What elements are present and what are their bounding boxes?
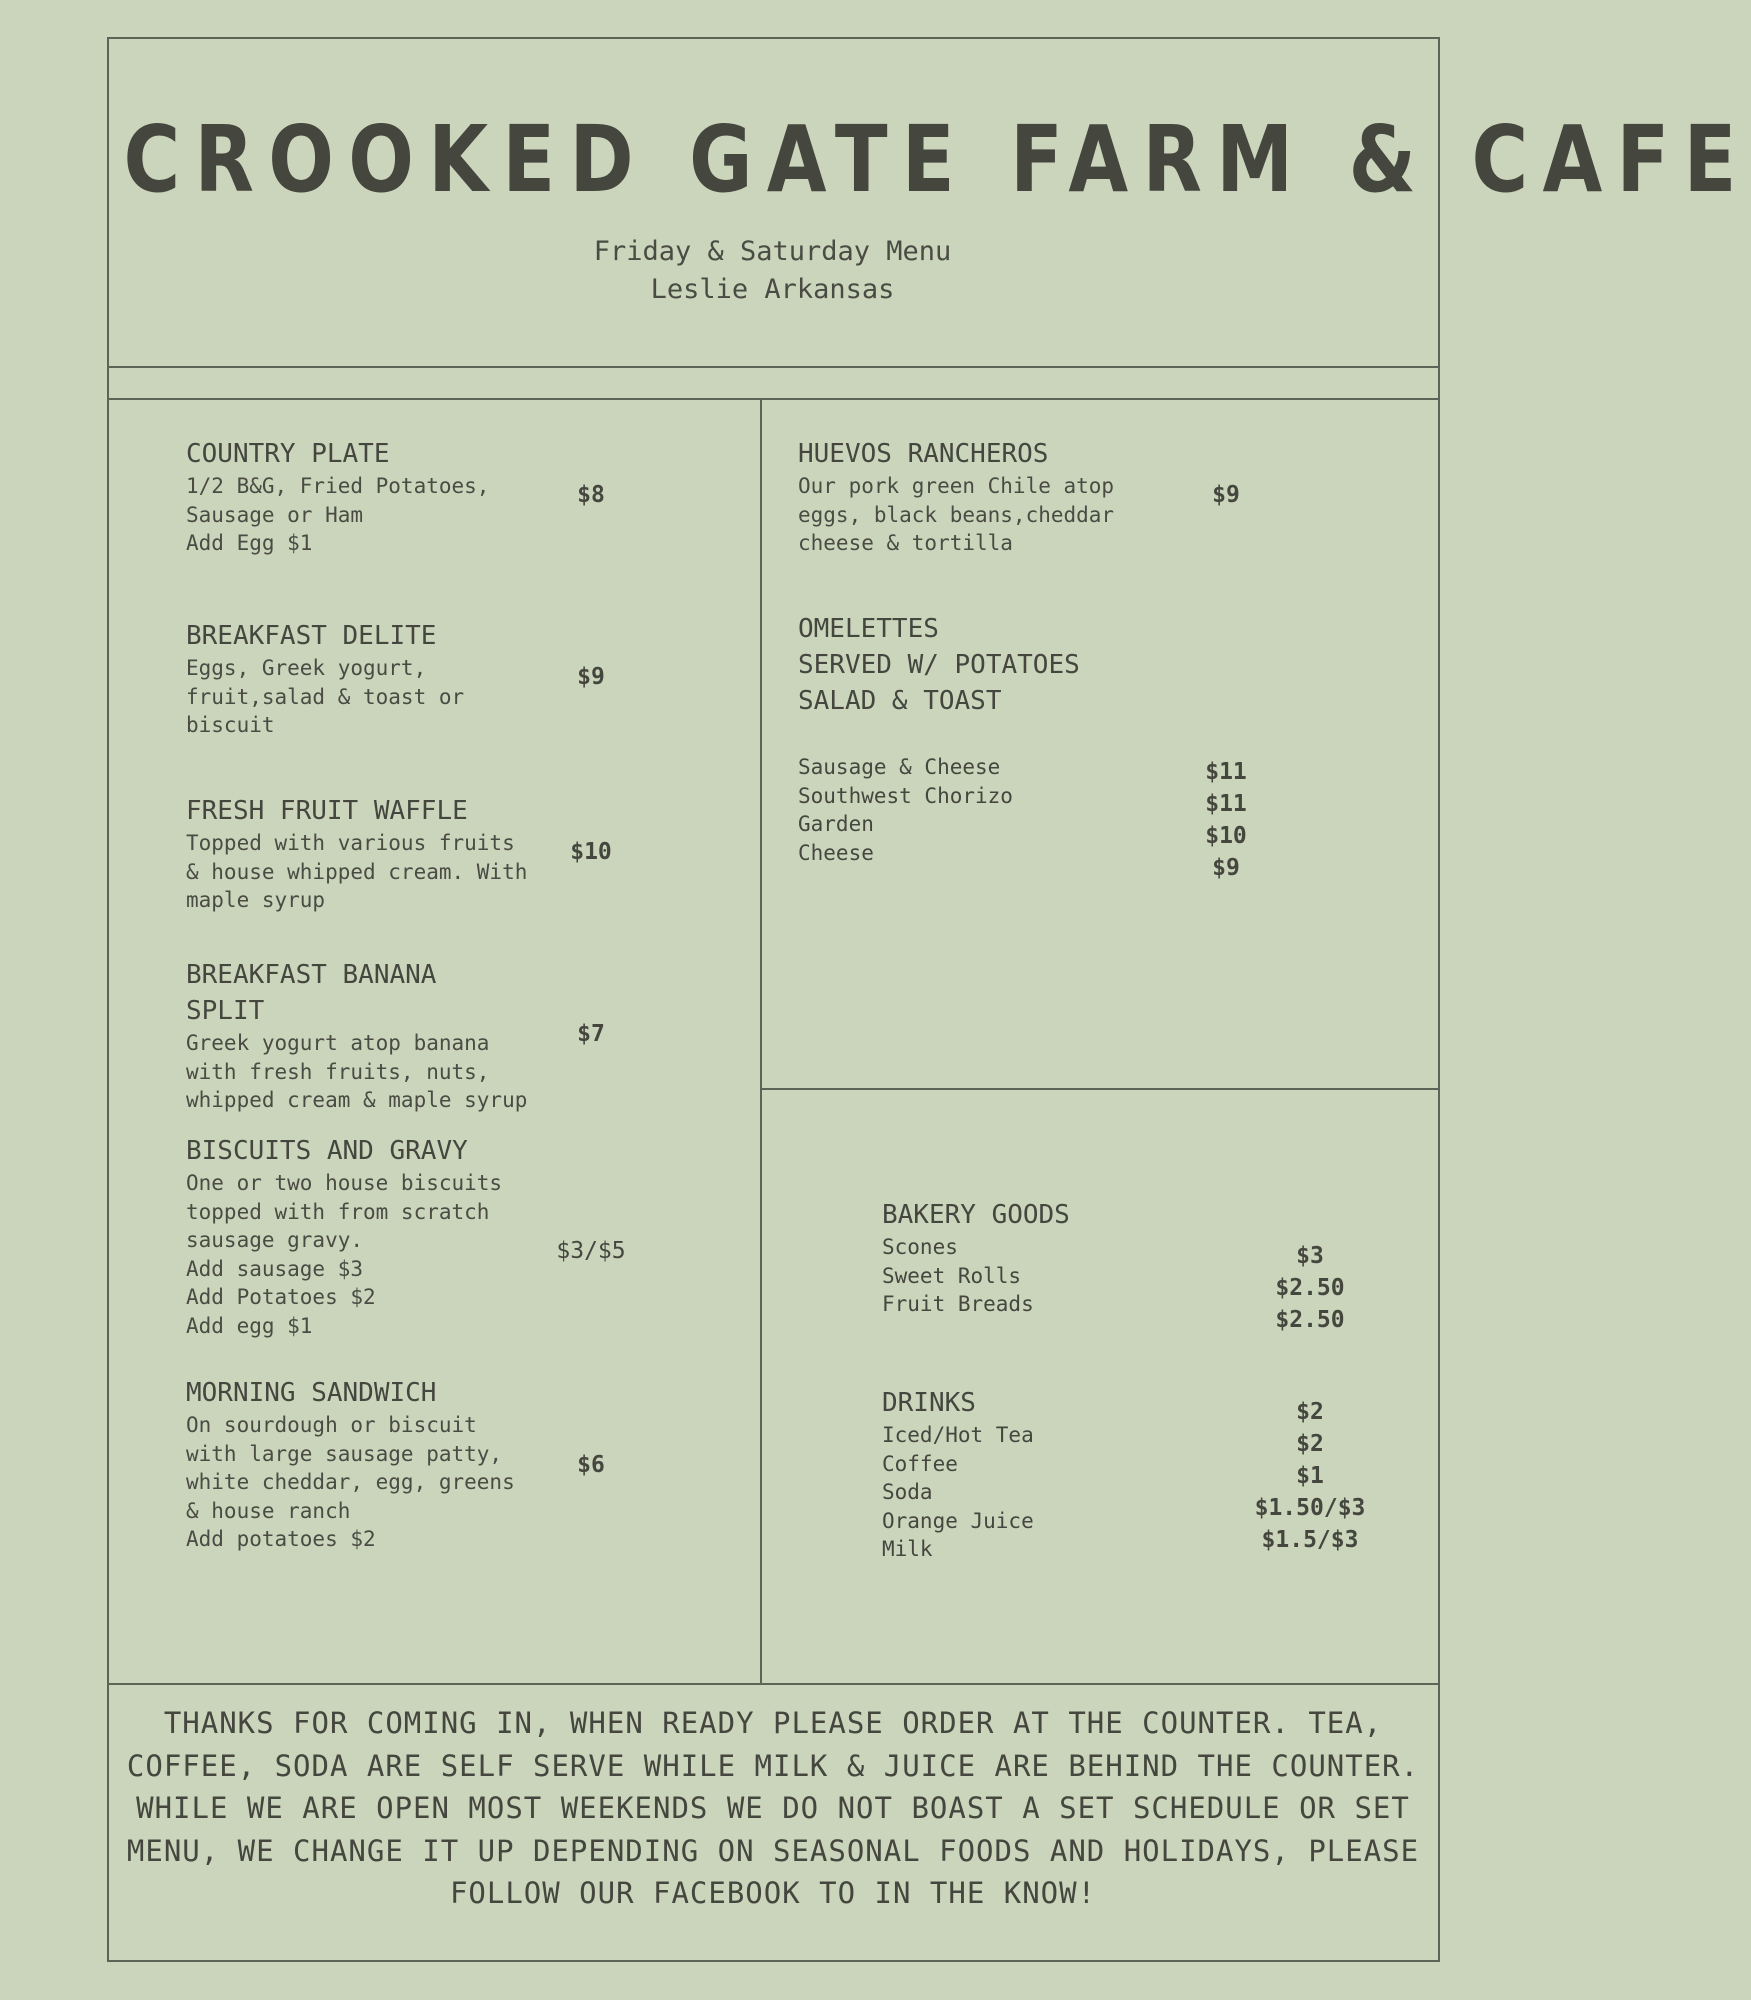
item-name: FRESH FRUIT WAFFLE — [186, 796, 468, 826]
item-description: Greek yogurt atop banana with fresh fruits, nuts, whipped cream & maple syrup — [186, 1031, 528, 1112]
item-price: $9 — [577, 664, 605, 690]
item-price: $10 — [1205, 823, 1247, 849]
list-item: Sausage & Cheese — [798, 755, 1001, 779]
list-item: Iced/Hot Tea — [882, 1423, 1034, 1447]
omelette-list — [798, 753, 1158, 867]
item-price: $11 — [1205, 759, 1247, 785]
menu-days: Friday & Saturday Menu — [593, 236, 952, 267]
header-divider-bottom — [107, 398, 1440, 400]
item-name: MORNING SANDWICH — [186, 1378, 437, 1408]
item-price: $3 — [1296, 1243, 1324, 1269]
bakery-prices — [1220, 1240, 1400, 1336]
item-name: COUNTRY PLATE — [186, 439, 390, 469]
list-item: Southwest Chorizo — [798, 783, 1013, 808]
item-description: One or two house biscuits topped with from scratch sausage gravy. Add sausage $3 Add Potatoes $2 Add egg $1 — [186, 1171, 503, 1338]
footer-note: THANKS FOR COMING IN, WHEN READY PLEASE ORDER AT THE COUNTER. TEA, COFFEE, SODA ARE SELF SERVE WHILE MILK & JUICE ARE BEHIND THE COUNTER. WHILE WE ARE OPEN MOST WEEKENDS WE DO NOT BOAST A SET SCHEDULE OR SET MENU, WE CHANGE IT UP DEPENDING ON SEASONAL FOODS AND HOLIDAYS, PLEASE FOLLOW OUR FACEBOOK TO IN THE KNOW! — [126, 1706, 1420, 1910]
omelette-prices — [1136, 756, 1316, 884]
item-price: $2.50 — [1275, 1275, 1345, 1301]
item-price: $6 — [577, 1452, 605, 1478]
omelettes-section — [798, 611, 1218, 719]
omelettes-heading: OMELETTES SERVED W/ POTATOES SALAD & TOAST — [798, 614, 1080, 716]
item-price: $1.50/$3 — [1254, 1495, 1366, 1521]
item-description: 1/2 B&G, Fried Potatoes, Sausage or Ham Add Egg $1 — [186, 474, 490, 555]
item-description: Eggs, Greek yogurt, fruit,salad & toast or biscuit — [186, 656, 465, 737]
menu-item-morning-sandwich — [186, 1375, 566, 1554]
item-name: BISCUITS AND GRAVY — [186, 1136, 468, 1166]
item-description: On sourdough or biscuit with large sausage patty, white cheddar, egg, greens & house ranch Add potatoes $2 — [186, 1413, 515, 1551]
menu-item-biscuits-and-gravy — [186, 1133, 566, 1340]
drinks-prices — [1220, 1396, 1400, 1556]
list-item: Sweet Rolls — [882, 1263, 1022, 1288]
item-price: $10 — [570, 839, 612, 865]
bakery-heading: BAKERY GOODS — [882, 1200, 1070, 1230]
list-item: Soda — [882, 1480, 933, 1504]
item-price: $2.50 — [1275, 1307, 1345, 1333]
item-name: BREAKFAST DELITE — [186, 621, 437, 651]
item-name: HUEVOS RANCHEROS — [798, 439, 1049, 469]
item-price: $8 — [577, 482, 605, 508]
bakery-section — [882, 1197, 1242, 1319]
item-price: $9 — [1212, 482, 1240, 508]
item-price: $2 — [1296, 1431, 1324, 1457]
list-item: Cheese — [798, 840, 874, 865]
item-price: $1 — [1296, 1463, 1324, 1489]
list-item: Scones — [882, 1235, 958, 1259]
footer-divider — [107, 1683, 1440, 1685]
list-item: Garden — [798, 812, 874, 836]
column-divider — [760, 398, 762, 1683]
item-price: $7 — [577, 1021, 605, 1047]
list-item: Fruit Breads — [882, 1292, 1034, 1316]
menu-item-huevos-rancheros — [798, 436, 1178, 558]
right-column-divider — [760, 1088, 1440, 1090]
item-name: BREAKFAST BANANA SPLIT — [186, 960, 437, 1026]
menu-location: Leslie Arkansas — [650, 274, 895, 305]
item-price: $2 — [1296, 1399, 1324, 1425]
menu-item-breakfast-delite — [186, 618, 566, 740]
item-price: $9 — [1212, 855, 1240, 881]
menu-item-fresh-fruit-waffle — [186, 793, 566, 915]
item-price: $3/$5 — [556, 1238, 626, 1264]
header-divider-top — [107, 366, 1440, 368]
item-description: Our pork green Chile atop eggs, black beans,cheddar cheese & tortilla — [798, 474, 1115, 555]
menu-item-breakfast-banana-split — [186, 957, 566, 1115]
menu-item-country-plate — [186, 436, 566, 558]
drinks-heading: DRINKS — [882, 1388, 976, 1418]
list-item: Coffee — [882, 1451, 958, 1476]
item-price: $11 — [1205, 791, 1247, 817]
item-description: Topped with various fruits & house whipped cream. With maple syrup — [186, 831, 528, 912]
drinks-section — [882, 1385, 1242, 1564]
item-price: $1.5/$3 — [1261, 1527, 1359, 1553]
list-item: Milk — [882, 1537, 933, 1561]
list-item: Orange Juice — [882, 1508, 1034, 1533]
cafe-title: CROOKED GATE FARM & CAFE — [123, 106, 1751, 213]
